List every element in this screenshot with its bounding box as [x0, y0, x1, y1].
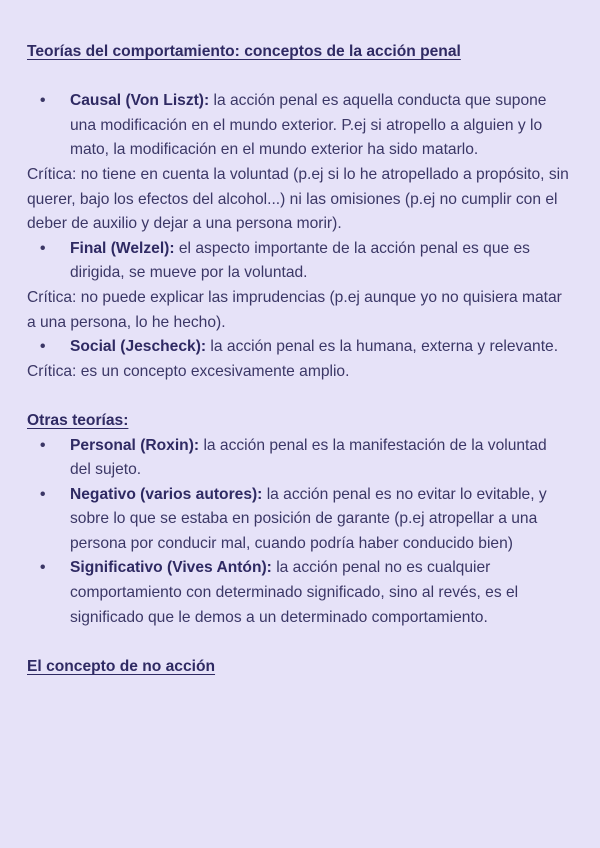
list-item-negativo [27, 483, 570, 557]
critica-social: Crítica: es un concepto excesivamente amplio. [27, 362, 350, 380]
bullet-icon: • [40, 92, 46, 110]
list-item-social [27, 335, 570, 360]
section-heading-no-accion: El concepto de no acción [27, 657, 216, 675]
theory-list-other [27, 434, 570, 631]
bullet-icon: • [40, 436, 46, 454]
term-personal: Personal (Roxin): [70, 436, 200, 454]
term-social: Social (Jescheck): [70, 338, 207, 356]
text-negativo: la acción penal es no evitar lo evitable, y sobre lo que se estaba en posición de garante (p.ej atropellar a una persona por conducir mal, cuando podría haber conducido bien) [70, 485, 547, 552]
text-causal: la acción penal es aquella conducta que supone una modificación en el mundo exterior. P.ej si atropello a alguien y lo mato, la modificación en el mundo exterior ha sido matarlo. [70, 92, 547, 159]
section-heading-otras: Otras teorías: [27, 411, 129, 429]
critica-final: Crítica: no puede explicar las imprudencias (p.ej aunque yo no quisiera matar a una persona, lo he hecho). [27, 288, 562, 331]
term-significativo: Significativo (Vives Antón): [70, 559, 272, 577]
list-item-causal [27, 89, 570, 163]
text-final: el aspecto importante de la acción penal es que es dirigida, se mueve por la voluntad. [70, 239, 530, 282]
bullet-icon: • [40, 338, 46, 356]
critica-causal: Crítica: no tiene en cuenta la voluntad (p.ej si lo he atropellado a propósito, sin querer, bajo los efectos del alcohol...) ni las omisiones (p.ej no cumplir con el deber de auxilio y dejar a una persona morir). [27, 165, 569, 233]
list-item-significativo [27, 556, 570, 630]
term-final: Final (Welzel): [70, 239, 175, 257]
text-personal: la acción penal es la manifestación de la voluntad del sujeto. [70, 436, 547, 479]
text-significativo: la acción penal no es cualquier comportamiento con determinado significado, sino al revés, es el significado que le demos a un determinado comportamiento. [70, 559, 519, 626]
bullet-icon: • [40, 559, 46, 577]
term-negativo: Negativo (varios autores): [70, 485, 263, 503]
theory-list-main [27, 335, 570, 360]
list-item-final [27, 237, 570, 286]
theory-list-main [27, 89, 570, 163]
term-causal: Causal (Von Liszt): [70, 92, 210, 110]
text-social: la acción penal es la humana, externa y relevante. [206, 338, 559, 356]
bullet-icon: • [40, 485, 46, 503]
section-heading-teorias: Teorías del comportamiento: conceptos de la acción penal [27, 43, 461, 60]
theory-list-main [27, 237, 570, 286]
bullet-icon: • [40, 239, 46, 257]
list-item-personal [27, 434, 570, 483]
